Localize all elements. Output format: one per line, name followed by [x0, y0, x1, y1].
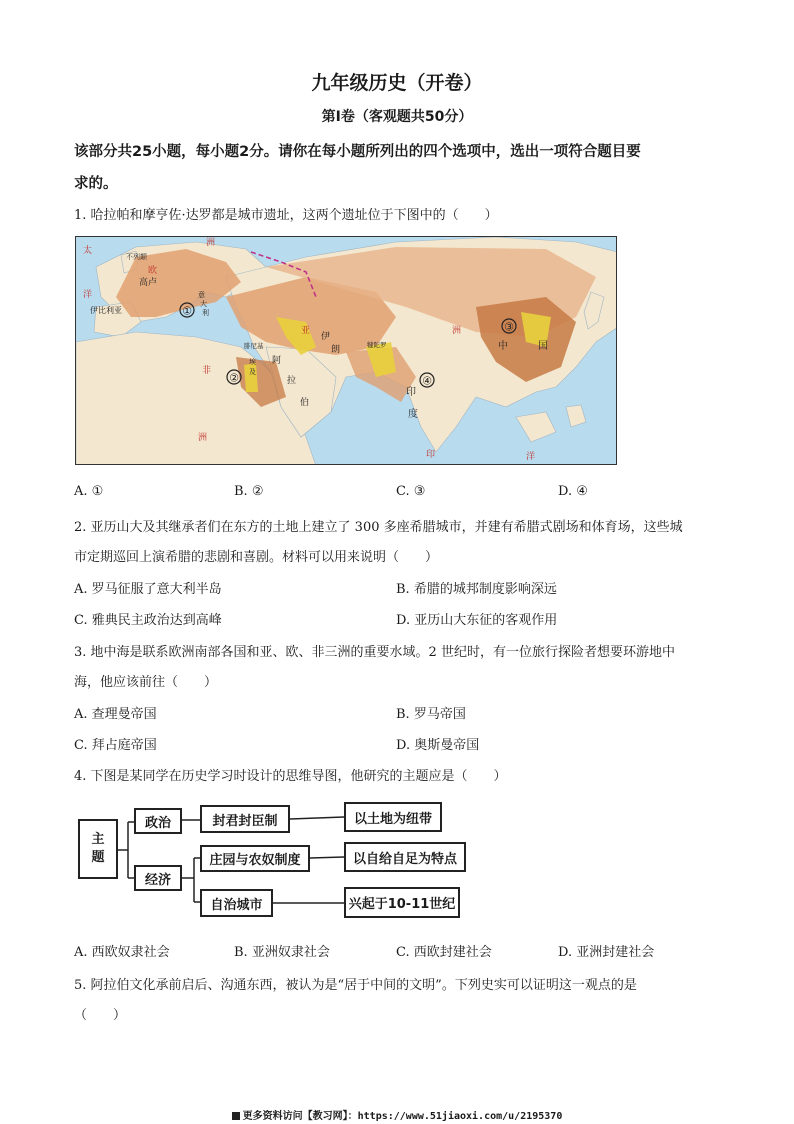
mindmap-manor: 庄园与农奴制度: [200, 845, 310, 872]
map-label-ocean-yang: 洋: [526, 452, 536, 462]
q3-option-d[interactable]: D. 奥斯曼帝国: [396, 738, 480, 753]
map-label-india-2: 度: [408, 409, 418, 420]
map-label-gandhara: 犍陀罗: [367, 341, 387, 349]
mindmap-economy: 经济: [134, 865, 182, 891]
map-label-ya: 亚: [301, 326, 311, 336]
map-label-persia-1: 伊: [321, 332, 331, 342]
question-1-stem: 1. 哈拉帕和摩亨佐·达罗都是城市遗址，这两个遗址位于下图中的（ ）: [74, 208, 498, 223]
q4-option-a[interactable]: A. 西欧奴隶社会: [74, 945, 170, 960]
map-label-zhou: 洲: [206, 238, 216, 248]
mindmap-self-sufficient: 以自给自足为特点: [344, 842, 466, 872]
page-title: 九年级历史（开卷）: [311, 72, 483, 94]
map-label-africa-2: 洲: [198, 433, 208, 443]
svg-text:①: ①: [182, 304, 192, 318]
question-5-stem-line-1: 5. 阿拉伯文化承前启后、沟通东西，被认为是“居于中间的文明”。下列史实可以证明这一观点的是: [74, 978, 637, 993]
section-subtitle: 第Ⅰ卷（客观题共50分）: [321, 109, 473, 125]
map-label-china-2: 国: [538, 341, 548, 352]
mindmap-root-label: 主题: [91, 832, 105, 865]
question-5-stem-line-2: （ ）: [74, 1008, 127, 1023]
instruction-line-2: 求的。: [74, 176, 118, 192]
map-label-tai: 太: [83, 246, 93, 256]
q1-option-c[interactable]: C. ③: [396, 484, 426, 499]
page-footer: [0, 1107, 794, 1122]
map-label-yang: 洋: [83, 290, 93, 300]
svg-text:②: ②: [229, 371, 239, 385]
q3-option-a[interactable]: A. 查理曼帝国: [74, 707, 157, 722]
question-2-stem-line-2: 市定期巡回上演希腊的悲剧和喜剧。材料可以用来说明（ ）: [74, 550, 439, 565]
q1-option-b[interactable]: B. ②: [234, 484, 264, 499]
map-label-egypt-1: 埃: [249, 358, 256, 366]
question-3-stem-line-2: 海，他应该前往（ ）: [74, 675, 218, 690]
footer-text: 更多资料访问【教习网】：: [242, 1111, 358, 1122]
q2-option-c[interactable]: C. 雅典民主政治达到高峰: [74, 613, 222, 628]
q3-option-b[interactable]: B. 罗马帝国: [396, 707, 466, 722]
flag-icon: [232, 1112, 240, 1120]
question-2-stem-line-1: 2. 亚历山大及其继承者们在东方的土地上建立了 300 多座希腊城市，并建有希腊式剧场和体育场，这些城: [74, 520, 683, 535]
svg-text:④: ④: [422, 374, 432, 388]
q4-option-b[interactable]: B. 亚洲奴隶社会: [234, 945, 330, 960]
mindmap-feudal: 封君封臣制: [200, 805, 290, 833]
map-label-gaul: 高卢: [139, 278, 158, 288]
map-label-italy-2: 大: [200, 300, 207, 308]
q4-option-c[interactable]: C. 西欧封建社会: [396, 945, 492, 960]
map-label-phoenicia: 腓尼基: [244, 342, 264, 350]
q2-option-d[interactable]: D. 亚历山大东征的客观作用: [396, 613, 558, 628]
map-label-arabia-3: 伯: [300, 398, 310, 408]
instruction-line-1: 该部分共25小题，每小题2分。请你在每小题所列出的四个选项中，选出一项符合题目要: [74, 144, 641, 160]
map-label-ocean-yin: 印: [426, 450, 436, 460]
q3-option-c[interactable]: C. 拜占庭帝国: [74, 738, 157, 753]
map-label-persia-2: 朗: [331, 345, 341, 355]
map-label-arabia-1: 阿: [272, 356, 282, 366]
svg-text:③: ③: [504, 320, 514, 334]
map-label-china-1: 中: [498, 341, 508, 352]
map-label-europe: 欧: [148, 266, 158, 276]
q2-option-b[interactable]: B. 希腊的城邦制度影响深远: [396, 582, 557, 597]
map-label-india-1: 印: [406, 387, 416, 398]
map-label-iberia: 伊比利亚: [90, 306, 122, 315]
mindmap-rise: 兴起于10-11世纪: [344, 887, 460, 918]
map-label-africa-1: 非: [202, 366, 212, 376]
map-label-italy-3: 利: [202, 309, 209, 317]
q1-option-d[interactable]: D. ④: [558, 484, 588, 499]
q2-option-a[interactable]: A. 罗马征服了意大利半岛: [74, 582, 222, 597]
map-label-britain: 不列颠: [126, 253, 147, 261]
mindmap-land-bond: 以土地为纽带: [344, 802, 442, 832]
map-label-egypt-2: 及: [249, 368, 256, 376]
mindmap-root: [78, 819, 118, 879]
question-4-stem: 4. 下图是某同学在历史学习时设计的思维导图，他研究的主题应是（ ）: [74, 769, 507, 784]
map-label-arabia-2: 拉: [287, 376, 297, 386]
q1-option-a[interactable]: A. ①: [74, 484, 104, 499]
q4-option-d[interactable]: D. 亚洲封建社会: [558, 945, 655, 960]
map-label-asia-zhou: 洲: [452, 326, 462, 336]
mindmap-politics: 政治: [134, 808, 182, 834]
footer-link[interactable]: https://www.51jiaoxi.com/u/2195370: [357, 1111, 563, 1122]
mindmap-city: 自治城市: [200, 889, 273, 917]
question-3-stem-line-1: 3. 地中海是联系欧洲南部各国和亚、欧、非三洲的重要水域。2 世纪时，有一位旅行探险者想要环游地中: [74, 645, 675, 660]
map-label-italy-1: 意: [198, 291, 205, 299]
